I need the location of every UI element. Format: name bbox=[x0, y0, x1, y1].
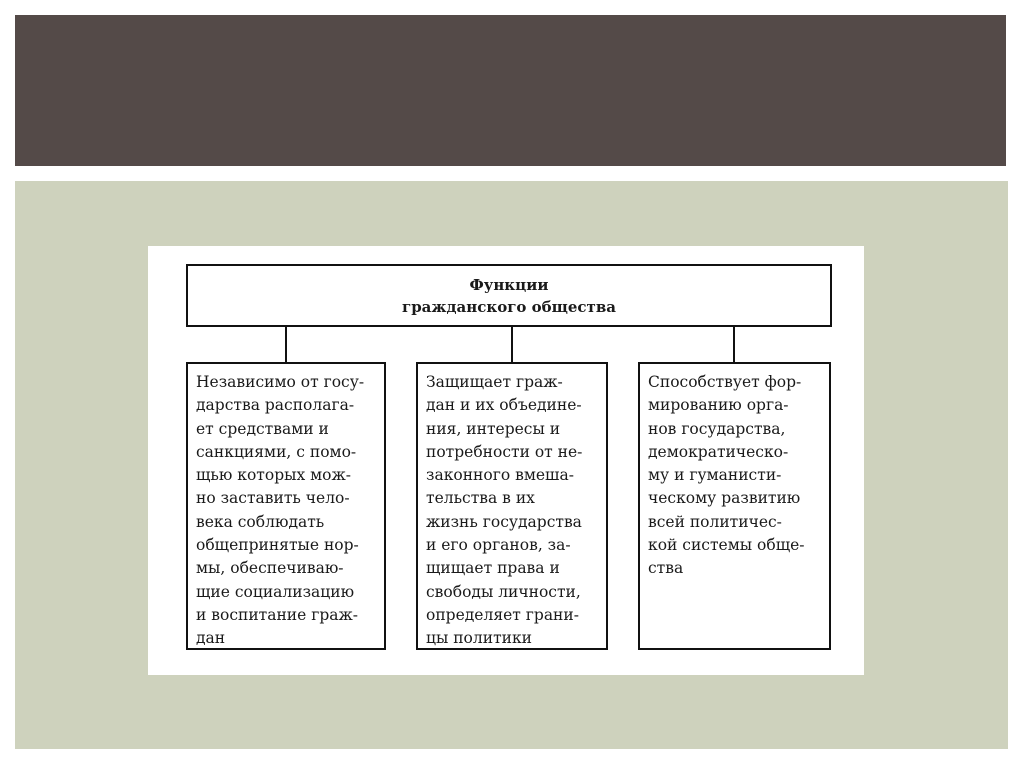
diagram-card bbox=[148, 246, 864, 675]
slide-title-band bbox=[15, 15, 1006, 166]
connector-line-center bbox=[511, 325, 513, 364]
function-box-independent-means: Независимо от госу- дарства располага- ет средствами и санкциями, с помо- щью которых мож- но заставить чело- века соблюдать общепринятые нор- мы, обеспечиваю- щие социализацию и воспитание граж- дан bbox=[186, 362, 386, 650]
diagram-title-line-1: Функции bbox=[469, 276, 549, 294]
function-box-protects-citizens: Защищает граж- дан и их объедине- ния, интересы и потребности от не- законного вмеша- тельства в их жизнь государства и его органов, за- щищает права и свободы личности, определяет грани- цы политики bbox=[416, 362, 608, 650]
function-box-promotes-development: Способствует фор- мированию орга- нов государства, демократическо- му и гуманисти- ческому развитию всей политичес- кой системы обще- ства bbox=[638, 362, 831, 650]
diagram-title-line-2: гражданского общества bbox=[402, 298, 616, 316]
diagram-title-box bbox=[186, 264, 832, 327]
connector-line-left bbox=[285, 325, 287, 364]
connector-line-right bbox=[733, 325, 735, 364]
